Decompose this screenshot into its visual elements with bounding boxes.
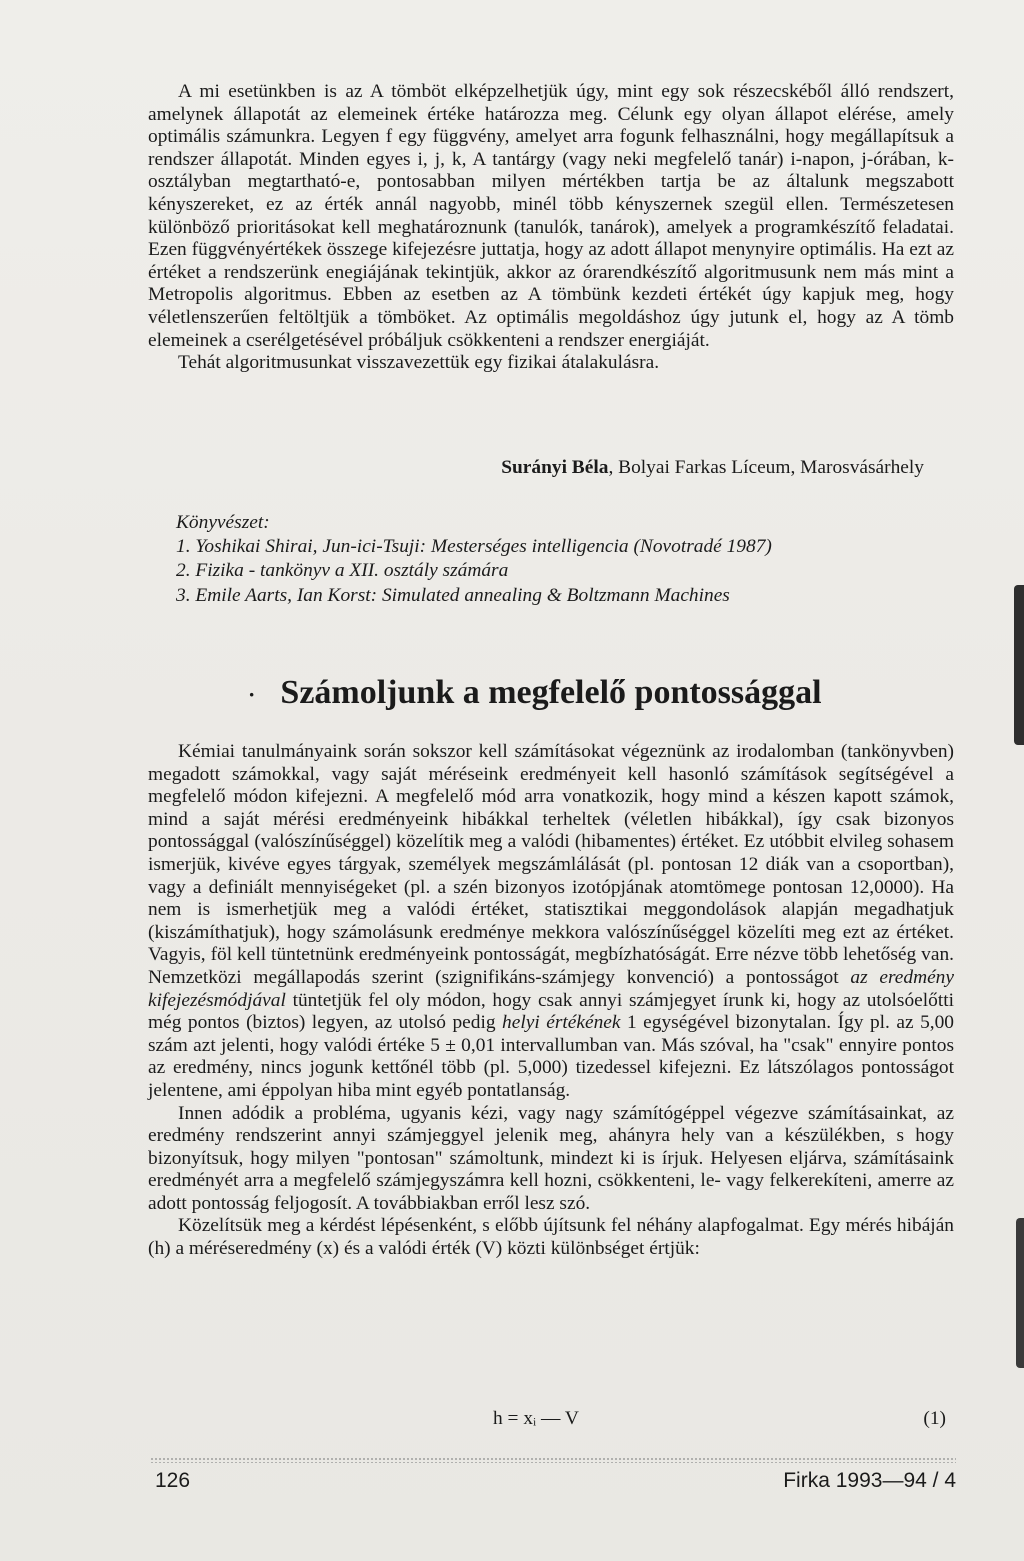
title-bullet: · [248, 682, 256, 707]
references-heading: Könyvészet: [176, 512, 270, 533]
intro-paragraph: Tehát algoritmusunkat visszavezettük egy fizikai átalakulásra. [178, 352, 660, 374]
reference-item: 1. Yoshikai Shirai, Jun-ici-Tsuji: Mesterséges intelligencia (Novotradé 1987) [176, 536, 772, 558]
reference-item: 3. Emile Aarts, Ian Korst: Simulated annealing & Boltzmann Machines [176, 584, 730, 606]
equation-number: (1) [923, 1408, 946, 1429]
scan-shadow [1014, 585, 1024, 745]
emphasis-text: az eredmény kifejezésmódjával [148, 966, 954, 1011]
journal-issue: Firka 1993—94 / 4 [783, 1469, 956, 1492]
author-affiliation: , Bolyai Farkas Líceum, Marosvásárhely [608, 457, 924, 478]
article-title [148, 673, 954, 713]
article-paragraph: Közelítsük meg a kérdést lépésenként, s előbb újítsunk fel néhány alapfogalmat. Egy mérés hibáján (h) a méréseredmény (x) és a valódi érték (V) közti különbséget értjük: [148, 1215, 954, 1260]
author-name: Surányi Béla [501, 457, 609, 478]
reference-item: 2. Fizika - tankönyv a XII. osztály számára [176, 560, 509, 582]
equation [148, 1408, 956, 1432]
text-run: tüntetjük fel oly módon, hogy csak annyi számjegyet írunk ki, hogy az utolsóelőtti még pontos (biztos) legyen, az utolsó pedig [148, 989, 954, 1034]
equation-formula: h = xᵢ — V [493, 1408, 579, 1429]
article-body [148, 741, 954, 1261]
page-number: 126 [155, 1469, 191, 1492]
byline [148, 457, 924, 479]
article-paragraph [148, 741, 954, 1103]
article-title-text: Számoljunk a megfelelő pontossággal [280, 674, 822, 711]
references [176, 511, 956, 608]
emphasis-text: helyi értékének [502, 1012, 621, 1034]
intro-text [148, 81, 954, 375]
scan-shadow [1016, 1218, 1024, 1368]
footer-divider [150, 1457, 956, 1463]
text-run: Kémiai tanulmányaink során sokszor kell számításokat végeznünk az irodalomban (tankönyvben) megadott számokkal, vagy saját méréseink eredményeit kell hasonló számítások segítségével a megfelelő módon kifejezni. A megfelelő mód arra vonatkozik, hogy mind a készen kapott számok, mind a saját mérési eredményeink hibákkal terheltek (véletlen hibákkal), így csak bizonyos pontossággal (valószínűséggel) közelítik meg a valódi (hibamentes) értéket. Ez utóbbit elvileg sohasem ismerjük, kivéve egyes tárgyak, személyek megszámlálását (pl. pontosan 12 diák van a csoportban), vagy a definiált mennyiségeket (pl. a szén bizonyos izotópjának atomtömege pontosan 12,0000). Ha nem is ismerhetjük meg a valódi értéket, statisztikai meggondolások alapján megadhatjuk (kiszámíthatjuk), hogy számolásunk eredménye mekkora valószínűséggel közelíti meg ezt az értéket. Vagyis, föl kell tüntetnünk eredményeink pontosságát, megbízhatóságát. Erre nézve több lehetőség van. Nemzetközi megállapodás szerint (szignifikáns-számjegy konvenció) a pontosságot [148, 741, 954, 988]
text-run: 1 egységével bizonytalan. Így pl. az 5,00 szám azt jelenti, hogy valódi értéke 5 ± 0,01 intervallumban van. Más szóval, ha "csak" ennyire pontos az eredmény, nincs jogunk kettőnél több (pl. 5,000) tizedessel kifejezni. Ez látszólagos pontosságot jelentene, ami éppolyan hiba mint egyéb pontatlanság. [148, 1012, 955, 1101]
article-paragraph: Innen adódik a probléma, ugyanis kézi, vagy nagy számítógéppel végezve számításainkat, az eredmény rendszerint annyi számjeggyel jelenik meg, ahányra hely van a készülékben, s hogy bizonyítsuk, hogy milyen "pontosan" számoltunk, mindezt ki is írjuk. Helyesen eljárva, számításaink eredményét arra a megfelelő számjegyszámra kell hozni, csökkenteni, le- vagy felkerekíteni, amerre az adott pontosság feljogosít. A továbbiakban erről lesz szó. [148, 1102, 954, 1214]
page-footer [150, 1469, 956, 1495]
intro-paragraph: A mi esetünkben is az A tömböt elképzelhetjük úgy, mint egy sok részecskéből álló rendszert, amelynek állapotát az elemeinek értéke határozza meg. Célunk egy olyan állapot elérése, amely optimális számunkra. Legyen f egy függvény, amelyet arra fogunk felhasználni, hogy megállapítsuk a rendszer állapotát. Minden egyes i, j, k, A tantárgy (vagy neki megfelelő tanár) i-napon, j-órában, k-osztályban megtartható-e, pontosabban milyen mértékben tartja be az általunk megszabott kényszereket, ez az érték annál nagyobb, minél több kényszernek szegül ellen. Természetesen különböző prioritásokat kell meghatároznunk (tanulók, tanárok), amelyek a programkészítő feladatai. Ezen függvényértékek összege kifejezésre juttatja, hogy az adott állapot menynyire optimális. Ha ezt az értéket a rendszerünk enegiájának tekintjük, akkor az órarendkészítő algoritmusunk nem más mint a Metropolis algoritmus. Ebben az esetben az A tömbünk kezdeti értékét úgy kapjuk meg, hogy véletlenszerűen feltöltjük a tömböket. Az optimális megoldáshoz úgy jutunk el, hogy az A tömb elemeinek a cserélgetésével próbáljuk csökkenteni a rendszer energiáját. [148, 81, 954, 351]
